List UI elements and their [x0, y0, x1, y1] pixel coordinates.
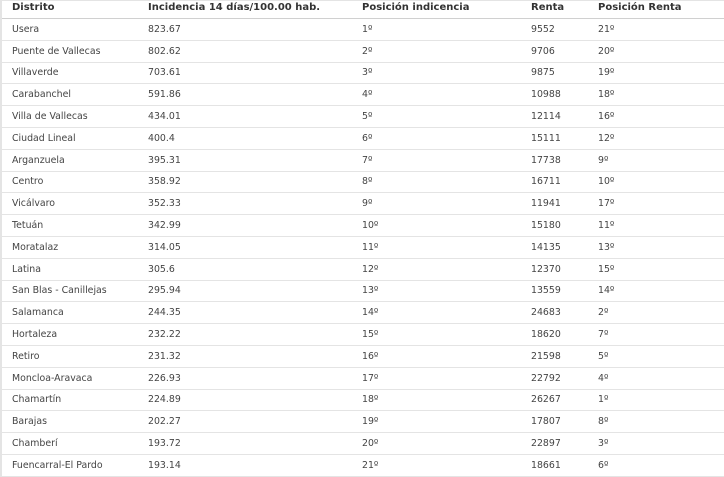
cell-distrito: San Blas - Canillejas: [2, 280, 138, 302]
table-row: [2, 367, 724, 389]
cell-distrito: Chamberí: [2, 433, 138, 455]
cell-posicion-renta: 15º: [588, 258, 724, 280]
column-header-distrito[interactable]: Distrito: [2, 1, 138, 19]
cell-incidencia: 226.93: [138, 367, 352, 389]
cell-posicion-renta: 13º: [588, 236, 724, 258]
cell-posicion-incidencia: 19º: [352, 411, 521, 433]
table-row: [2, 389, 724, 411]
cell-posicion-renta: 1º: [588, 389, 724, 411]
cell-posicion-renta: 7º: [588, 324, 724, 346]
cell-distrito: Tetuán: [2, 215, 138, 237]
column-header-renta[interactable]: Renta: [521, 1, 588, 19]
table-row: [2, 280, 724, 302]
cell-posicion-renta: 18º: [588, 84, 724, 106]
cell-posicion-renta: 11º: [588, 215, 724, 237]
table-row: [2, 19, 724, 41]
cell-posicion-renta: 19º: [588, 62, 724, 84]
cell-incidencia: 232.22: [138, 324, 352, 346]
cell-renta: 17807: [521, 411, 588, 433]
cell-posicion-renta: 10º: [588, 171, 724, 193]
table-row: [2, 454, 724, 476]
cell-renta: 14135: [521, 236, 588, 258]
table-row: [2, 127, 724, 149]
table-row: [2, 433, 724, 455]
cell-posicion-incidencia: 4º: [352, 84, 521, 106]
cell-distrito: Chamartín: [2, 389, 138, 411]
cell-incidencia: 823.67: [138, 19, 352, 41]
column-header-posicion-renta[interactable]: Posición Renta: [588, 1, 724, 19]
cell-renta: 24683: [521, 302, 588, 324]
cell-renta: 9552: [521, 19, 588, 41]
cell-incidencia: 400.4: [138, 127, 352, 149]
cell-posicion-incidencia: 3º: [352, 62, 521, 84]
table-row: [2, 302, 724, 324]
cell-renta: 9706: [521, 40, 588, 62]
cell-incidencia: 434.01: [138, 106, 352, 128]
cell-posicion-incidencia: 1º: [352, 19, 521, 41]
cell-renta: 21598: [521, 345, 588, 367]
cell-distrito: Carabanchel: [2, 84, 138, 106]
table-row: [2, 258, 724, 280]
cell-distrito: Arganzuela: [2, 149, 138, 171]
cell-posicion-incidencia: 6º: [352, 127, 521, 149]
cell-distrito: Salamanca: [2, 302, 138, 324]
cell-incidencia: 231.32: [138, 345, 352, 367]
cell-distrito: Puente de Vallecas: [2, 40, 138, 62]
cell-posicion-incidencia: 9º: [352, 193, 521, 215]
cell-posicion-incidencia: 7º: [352, 149, 521, 171]
cell-posicion-incidencia: 14º: [352, 302, 521, 324]
cell-renta: 10988: [521, 84, 588, 106]
table-header: [2, 1, 724, 19]
cell-posicion-renta: 16º: [588, 106, 724, 128]
cell-renta: 11941: [521, 193, 588, 215]
column-header-posicion-incidencia[interactable]: Posición indicencia: [352, 1, 521, 19]
cell-incidencia: 591.86: [138, 84, 352, 106]
cell-distrito: Ciudad Lineal: [2, 127, 138, 149]
cell-posicion-incidencia: 15º: [352, 324, 521, 346]
cell-renta: 12370: [521, 258, 588, 280]
cell-incidencia: 358.92: [138, 171, 352, 193]
table-row: [2, 62, 724, 84]
cell-renta: 16711: [521, 171, 588, 193]
cell-incidencia: 202.27: [138, 411, 352, 433]
table-row: [2, 236, 724, 258]
cell-posicion-renta: 17º: [588, 193, 724, 215]
cell-posicion-renta: 20º: [588, 40, 724, 62]
cell-incidencia: 193.72: [138, 433, 352, 455]
cell-posicion-renta: 5º: [588, 345, 724, 367]
table-row: [2, 84, 724, 106]
cell-posicion-renta: 6º: [588, 454, 724, 476]
cell-renta: 22897: [521, 433, 588, 455]
cell-posicion-renta: 14º: [588, 280, 724, 302]
cell-incidencia: 342.99: [138, 215, 352, 237]
cell-posicion-incidencia: 2º: [352, 40, 521, 62]
cell-distrito: Villa de Vallecas: [2, 106, 138, 128]
cell-distrito: Usera: [2, 19, 138, 41]
cell-distrito: Hortaleza: [2, 324, 138, 346]
column-header-incidencia[interactable]: Incidencia 14 días/100.00 hab.: [138, 1, 352, 19]
districts-table: [2, 1, 724, 477]
cell-renta: 15111: [521, 127, 588, 149]
cell-incidencia: 802.62: [138, 40, 352, 62]
table-row: [2, 215, 724, 237]
cell-renta: 15180: [521, 215, 588, 237]
cell-incidencia: 295.94: [138, 280, 352, 302]
cell-posicion-incidencia: 8º: [352, 171, 521, 193]
cell-posicion-incidencia: 10º: [352, 215, 521, 237]
cell-posicion-incidencia: 17º: [352, 367, 521, 389]
cell-posicion-incidencia: 5º: [352, 106, 521, 128]
table-row: [2, 171, 724, 193]
cell-incidencia: 244.35: [138, 302, 352, 324]
table-body: [2, 19, 724, 477]
cell-posicion-renta: 21º: [588, 19, 724, 41]
cell-renta: 26267: [521, 389, 588, 411]
cell-posicion-incidencia: 16º: [352, 345, 521, 367]
cell-incidencia: 305.6: [138, 258, 352, 280]
cell-posicion-renta: 2º: [588, 302, 724, 324]
header-row: [2, 1, 724, 19]
cell-posicion-renta: 3º: [588, 433, 724, 455]
cell-distrito: Vicálvaro: [2, 193, 138, 215]
table-row: [2, 149, 724, 171]
cell-incidencia: 314.05: [138, 236, 352, 258]
cell-incidencia: 193.14: [138, 454, 352, 476]
cell-incidencia: 224.89: [138, 389, 352, 411]
cell-posicion-renta: 4º: [588, 367, 724, 389]
cell-posicion-incidencia: 18º: [352, 389, 521, 411]
cell-distrito: Fuencarral-El Pardo: [2, 454, 138, 476]
cell-distrito: Moncloa-Aravaca: [2, 367, 138, 389]
cell-renta: 13559: [521, 280, 588, 302]
cell-renta: 12114: [521, 106, 588, 128]
cell-distrito: Centro: [2, 171, 138, 193]
cell-posicion-incidencia: 12º: [352, 258, 521, 280]
cell-posicion-renta: 8º: [588, 411, 724, 433]
cell-distrito: Retiro: [2, 345, 138, 367]
cell-incidencia: 703.61: [138, 62, 352, 84]
cell-posicion-renta: 9º: [588, 149, 724, 171]
cell-renta: 9875: [521, 62, 588, 84]
cell-renta: 18620: [521, 324, 588, 346]
cell-renta: 18661: [521, 454, 588, 476]
table-row: [2, 40, 724, 62]
table-row: [2, 345, 724, 367]
cell-incidencia: 395.31: [138, 149, 352, 171]
cell-renta: 22792: [521, 367, 588, 389]
cell-posicion-renta: 12º: [588, 127, 724, 149]
cell-posicion-incidencia: 20º: [352, 433, 521, 455]
cell-distrito: Latina: [2, 258, 138, 280]
table-row: [2, 193, 724, 215]
table-row: [2, 106, 724, 128]
cell-distrito: Barajas: [2, 411, 138, 433]
cell-renta: 17738: [521, 149, 588, 171]
cell-posicion-incidencia: 13º: [352, 280, 521, 302]
cell-distrito: Villaverde: [2, 62, 138, 84]
cell-posicion-incidencia: 21º: [352, 454, 521, 476]
cell-posicion-incidencia: 11º: [352, 236, 521, 258]
table-row: [2, 411, 724, 433]
table-row: [2, 324, 724, 346]
cell-distrito: Moratalaz: [2, 236, 138, 258]
cell-incidencia: 352.33: [138, 193, 352, 215]
